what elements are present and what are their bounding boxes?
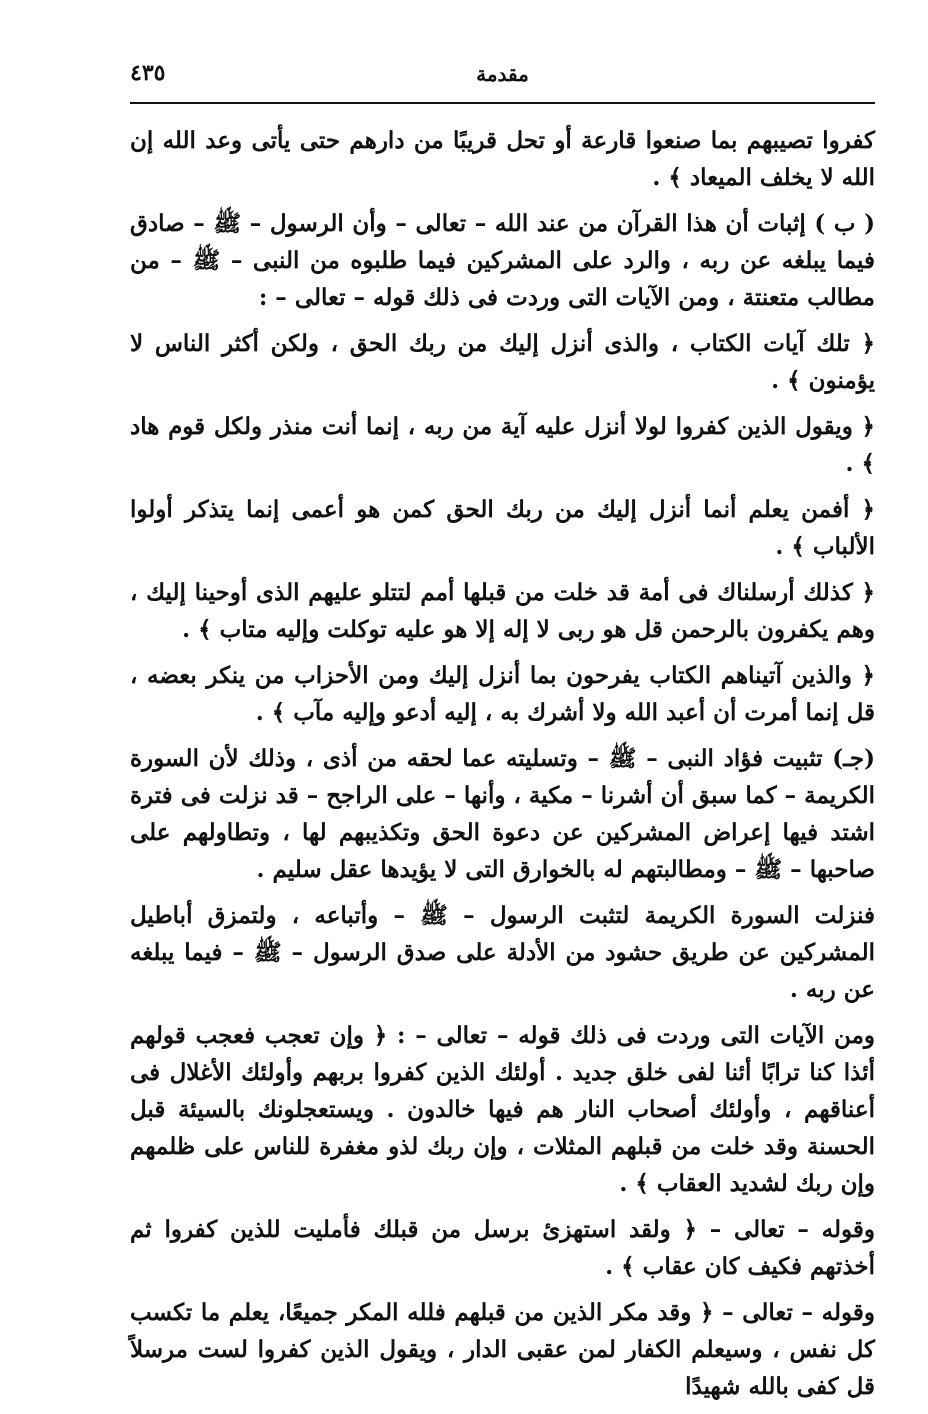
paragraph: فنزلت السورة الكريمة لتثبت الرسول – ﷺ – وأتباعه ، ولتمزق أباطيل المشركين عن طريق حشود من الأدلة على صدق الرسول – ﷺ – فيما يبلغه عن ربه . [130, 902, 875, 1003]
page-body [130, 122, 875, 1414]
page-number: ٤٣٥ [130, 60, 166, 86]
paragraph: ﴿ تلك آيات الكتاب ، والذى أنزل إليك من ربك الحق ، ولكن أكثر الناس لا يؤمنون ﴾ . [130, 330, 875, 394]
header-rule [130, 102, 875, 104]
paragraph: ( ب ) إثبات أن هذا القرآن من عند الله – تعالى – وأن الرسول – ﷺ – صادق فيما يبلغه عن ربه ، والرد على المشركين فيما طلبوه من النبى – ﷺ – من مطالب متعنتة ، ومن الآيات التى وردت فى ذلك قوله – تعالى – : [130, 210, 875, 311]
paragraph: كفروا تصيبهم بما صنعوا قارعة أو تحل قريبًا من دارهم حتى يأتى وعد الله إن الله لا يخلف الميعاد ﴾ . [130, 127, 875, 191]
paragraph: ﴿ كذلك أرسلناك فى أمة قد خلت من قبلها أمم لتتلو عليهم الذى أوحينا إليك ، وهم يكفرون بالرحمن قل هو ربى لا إله إلا هو عليه توكلت وإليه متاب ﴾ . [130, 579, 875, 643]
document-page [130, 50, 875, 1400]
paragraph: وقوله – تعالى – ﴿ وقد مكر الذين من قبلهم فلله المكر جميعًا، يعلم ما تكسب كل نفس ، وسيعلم الكفار لمن عقبى الدار ، ويقول الذين كفروا لست مرسلاً قل كفى بالله شهيدًا [130, 1299, 875, 1400]
page-header [130, 50, 875, 100]
paragraph: ﴿ ويقول الذين كفروا لولا أنزل عليه آية من ربه ، إنما أنت منذر ولكل قوم هاد ﴾ . [130, 413, 875, 477]
page-title: مقدمة [476, 62, 529, 86]
paragraph: ﴿ والذين آتيناهم الكتاب يفرحون بما أنزل إليك ومن الأحزاب من ينكر بعضه ، قل إنما أمرت أن أعبد الله ولا أشرك به ، إليه أدعو وإليه مآب ﴾ . [130, 662, 875, 726]
paragraph: وقوله – تعالى – ﴿ ولقد استهزئ برسل من قبلك فأمليت للذين كفروا ثم أخذتهم فكيف كان عقاب ﴾ . [130, 1216, 875, 1280]
paragraph: ومن الآيات التى وردت فى ذلك قوله – تعالى – : ﴿ وإن تعجب فعجب قولهم أئذا كنا ترابًا أئنا لفى خلق جديد . أولئك الذين كفروا بربهم وأولئك الأغلال فى أعناقهم ، وأولئك أصحاب النار هم فيها خالدون . ويستعجلونك بالسيئة قبل الحسنة وقد خلت من قبلهم المثلات ، وإن ربك لذو مغفرة للناس على ظلمهم وإن ربك لشديد العقاب ﴾ . [130, 1022, 875, 1197]
paragraph: (جـ) تثبيت فؤاد النبى – ﷺ – وتسليته عما لحقه من أذى ، وذلك لأن السورة الكريمة – كما سبق أن أشرنا – مكية ، وأنها – على الراجح – قد نزلت فى فترة اشتد فيها إعراض المشركين عن دعوة الحق وتكذيبهم لها ، وتطاولهم على صاحبها – ﷺ – ومطالبتهم له بالخوارق التى لا يؤيدها عقل سليم . [130, 745, 875, 883]
paragraph: ﴿ أفمن يعلم أنما أنزل إليك من ربك الحق كمن هو أعمى إنما يتذكر أولوا الألباب ﴾ . [130, 496, 875, 560]
